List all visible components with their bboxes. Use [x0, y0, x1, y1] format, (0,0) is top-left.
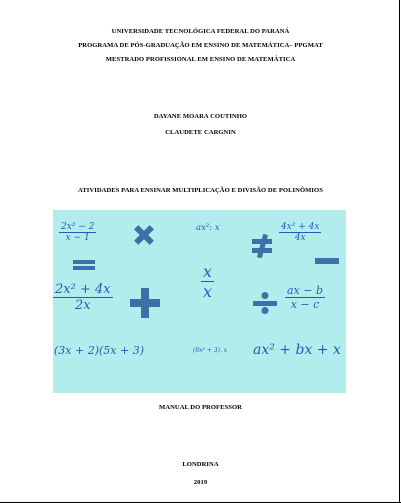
expression-8: (6x² + 3). x	[193, 347, 228, 354]
expression-2: ax²: x	[196, 223, 220, 233]
fraction-5: $\frac{\text{2x² + 4x}}{2x}$	[55, 282, 111, 313]
fraction-4: $\frac{x}{x}$	[203, 262, 213, 301]
program-name: PROGRAMA DE PÓS-GRADUAÇÃO EM ENSINO DE MATEMÁTICA– PPGMAT	[78, 42, 323, 49]
fraction-3: $\frac{\text{4x² + 4x}}{4x}$	[281, 222, 320, 243]
document-title: ATIVIDADES PARA ENSINAR MULTIPLICAÇÃO E DIVISÃO DE POLINÔMIOS	[78, 187, 323, 194]
cover-illustration	[53, 210, 346, 393]
author-1: DAYANE MOARA COUTINHO	[153, 113, 248, 120]
fraction-1: $\frac{\text{2x² − 2}}{x - 1}$	[61, 222, 95, 243]
degree-name: MESTRADO PROFISSIONAL EM ENSINO DE MATEMÁTICA	[105, 56, 296, 63]
divide-icon	[253, 292, 277, 314]
not-equal-icon	[252, 234, 272, 258]
year: 2019	[193, 479, 208, 486]
plus-icon	[130, 288, 160, 318]
minus-icon	[315, 258, 339, 264]
city: LONDRINA	[182, 461, 219, 468]
equals-icon	[73, 260, 95, 270]
author-2: CLAUDETE CARGNIN	[165, 129, 236, 136]
document-subtitle: MANUAL DO PROFESSOR	[158, 404, 242, 411]
expression-9: ax² + bx + x	[253, 342, 341, 358]
university-name: UNIVERSIDADE TECNOLÓGICA FEDERAL DO PARANÁ	[111, 28, 290, 35]
page-border-right	[399, 0, 400, 503]
multiply-icon	[133, 224, 155, 246]
expression-7: (3x + 2)(5x + 3)	[54, 344, 144, 357]
fraction-6: $\frac{ax - b}{x - c}$	[287, 284, 324, 311]
